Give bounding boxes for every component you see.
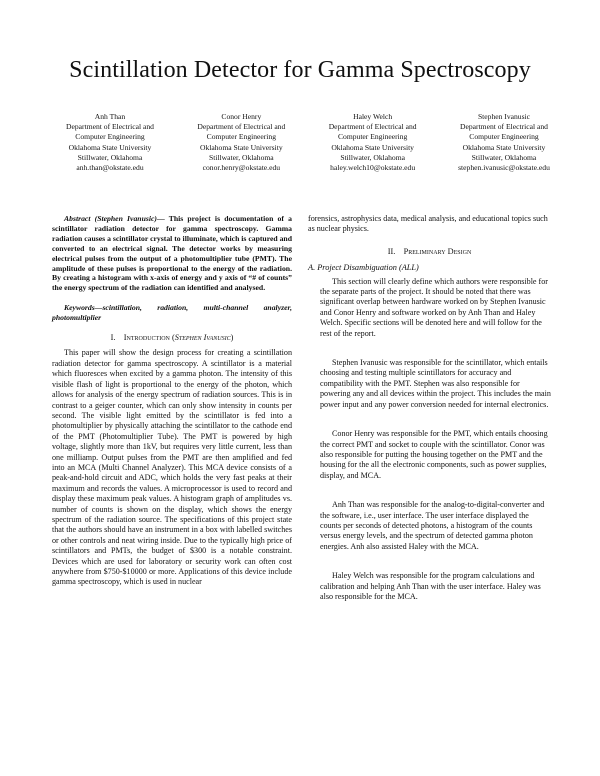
open-paren: ( (171, 333, 175, 343)
right-column (308, 214, 551, 621)
author-dept: Computer Engineering (206, 132, 277, 142)
paragraph-text: Stephen Ivanusic was responsible for the scintillator, which entails choosing and testing multiple scintillators for accuracy and compatibility with the PMT. Stephen was also responsible for powering any and all devices within the project. This includes the main power input and any power conversion needed for internal electronics. (320, 358, 551, 409)
paragraph-text: Conor Henry was responsible for the PMT, which entails choosing the correct PMT and socket to couple with the scintillator. Conor was also responsible for putting the housing together on the PMT and the housing for the all the electronic components, such as power supplies, display, and MCA. (320, 429, 548, 480)
author-4 (440, 112, 568, 173)
close-paren: ) (230, 333, 234, 343)
author-name: Haley Welch (353, 112, 393, 121)
paragraph-text: This section will clearly define which authors were responsible for the separate parts of the project. It should be noted that there was significant overlap between hardware worked on by Stephen Ivanusic and Conor Henry and software worked on by Anh Than and Haley Welch. Specific sections will be denoted here and will follow for the rest of the report. (320, 276, 548, 338)
section-numeral: II. (387, 246, 396, 256)
keywords: Keywords—scintillation, radiation, multi-channel analyzer, photomultiplier (52, 303, 292, 323)
left-column (52, 214, 292, 588)
author-email: anh.than@okstate.edu (76, 163, 144, 173)
author-university: Oklahoma State University (331, 142, 414, 152)
abstract-lead: Abstract (Stephen Ivanusic) (64, 214, 157, 223)
abstract (52, 214, 292, 293)
author-dept: Computer Engineering (337, 132, 408, 142)
author-email: haley.welch10@okstate.edu (330, 163, 416, 173)
intro-paragraph: This paper will show the design process for creating a scintillation radiation detector for gamma spectroscopy. A scintillator is a material which fluoresces when excited by a gamma photon. The intensity of this visible flash of light is proportional to the energy of the photon, which allows for analysis of the energy spectrum of radiation sources. This is in contrast to a geiger counter, which can only show intensity in counts per second. The visible light emitted by the scintillator is fed into a photomultiplier by physically attaching the scintillator to the cathode end of the PMT (Photomultiplier Tube). The PMT is powered by high voltage, slightly more than 1kV, but requires very little current, less than one milliamp. Output pulses from the PMT are then amplified and fed into an MCA (Multi Channel Analyzer). This MCA device consists of a peak-and-hold circuit and ADC, which holds the very fast peaks at their maximum and records the values. A microprocessor is used to record and display these maximum peak values. A histogram graph of amplitudes vs. number of counts is shown on the display, which shows the energy spectrum of the radiation source. The specifications of this project state that the authors should have an instrument in a box with labelled switches or other controls and neat wiring inside. Due to the typically high price of scintillators and PMTs, the budget of $300 is a notable constraint. Devices which are used for laboratory or security work can often cost anywhere from $750-$10000 or more. Applications of this device include gamma spectroscopy, which is used in nuclear (52, 348, 292, 587)
section-heading-preliminary-design (308, 247, 551, 257)
author-3 (309, 112, 437, 173)
paragraph-anh (308, 500, 551, 552)
section-numeral: I. (110, 333, 116, 343)
author-2 (177, 112, 305, 173)
paragraph-conor (308, 429, 551, 481)
author-email: conor.henry@okstate.edu (202, 163, 281, 173)
author-dept: Department of Electrical and (460, 122, 548, 132)
author-1 (46, 112, 174, 173)
section-author: Stephen Ivanusic (174, 333, 231, 343)
paragraph-disambiguation (308, 277, 551, 339)
author-name: Stephen Ivanusic (477, 112, 531, 121)
abstract-text: — This project is documentation of a scintillator radiation detector for gamma spectroscopy. Gamma radiation causes a scintillator crystal to illuminate, which is captured and converted to an electrical signal. The detector works by measuring electrical pulses from the output of a photomultiplier tube (PMT). The amplitude of these pulses is proportional to the energy of the radiation. By creating a histogram with x-axis of energy and y axis of “# of counts” the energy spectrum of the radiation can identified and analysed. (52, 214, 292, 293)
subsection-heading: A. Project Disambiguation (ALL) (308, 263, 419, 273)
author-city: Stillwater, Oklahoma (77, 152, 143, 162)
author-name: Anh Than (94, 112, 126, 121)
continued-paragraph: forensics, astrophysics data, medical analysis, and educational topics such as nuclear physics. (308, 214, 548, 234)
section-title: Preliminary Design (403, 246, 472, 256)
author-university: Oklahoma State University (68, 142, 152, 152)
paragraph-haley (308, 571, 551, 602)
paragraph-text: Anh Than was responsible for the analog-to-digital-converter and the software, i.e., user interface. The user interface displayed the counts per seconds of detected photons, a histogram of the counts versus energy levels, and the spectrum of detected gamma photon energies. Anh also assisted Haley with the MCA. (320, 500, 545, 551)
paragraph-text: Haley Welch was responsible for the program calculations and calibration and helping Anh Than with the user interface. Haley was also responsible for the MCA. (320, 571, 541, 601)
author-dept: Department of Electrical and (197, 122, 286, 132)
paragraph-stephen (308, 358, 551, 410)
author-city: Stillwater, Oklahoma (209, 152, 274, 162)
author-email: stephen.ivanusic@okstate.edu (458, 163, 550, 173)
paper-title: Scintillation Detector for Gamma Spectroscopy (69, 57, 531, 83)
author-block (46, 112, 568, 173)
author-dept: Department of Electrical and (328, 122, 417, 132)
author-university: Oklahoma State University (199, 142, 283, 152)
author-dept: Computer Engineering (469, 132, 539, 142)
author-dept: Department of Electrical and (66, 122, 154, 132)
author-city: Stillwater, Oklahoma (340, 152, 405, 162)
author-name: Conor Henry (221, 112, 262, 121)
author-university: Oklahoma State University (462, 142, 546, 152)
author-dept: Computer Engineering (75, 132, 145, 142)
section-title: Introduction (123, 333, 170, 343)
author-city: Stillwater, Oklahoma (471, 152, 537, 162)
section-heading-introduction (52, 333, 292, 343)
